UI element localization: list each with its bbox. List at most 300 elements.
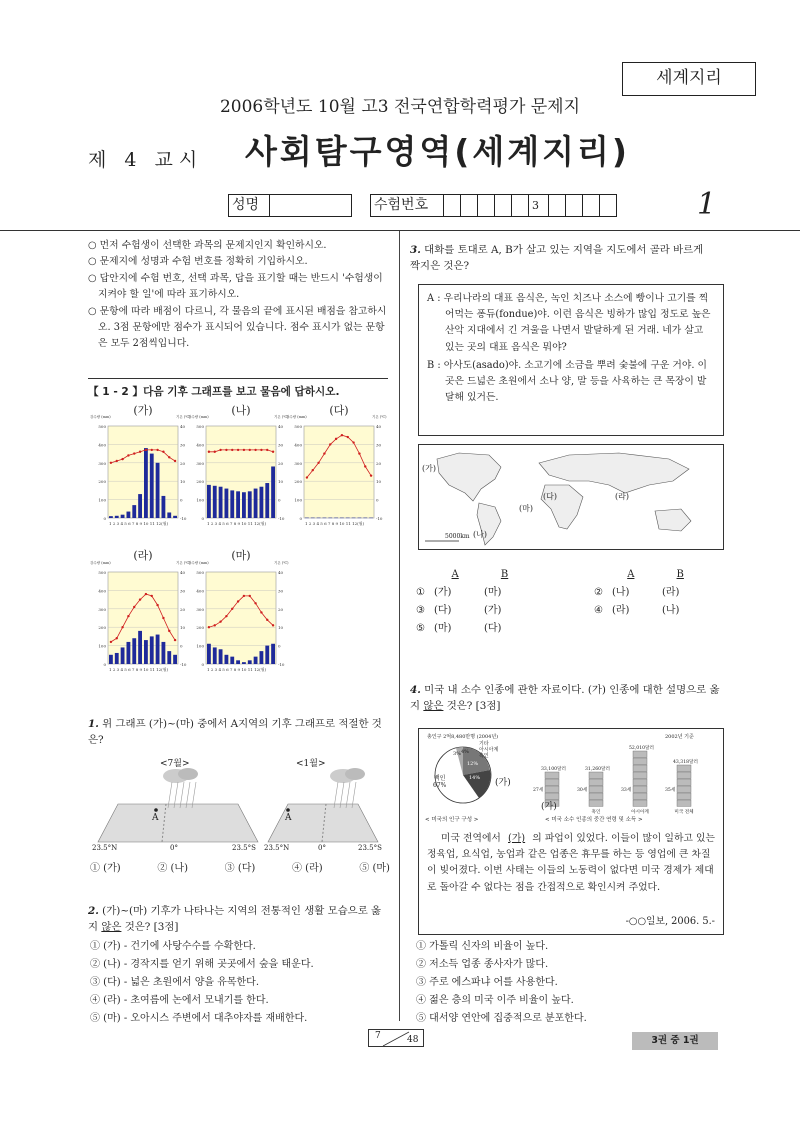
q2-option[interactable]: ③ (다) - 넓은 초원에서 양을 유목한다. [90,977,260,988]
precip-bar [369,518,373,519]
map-label: (마) [519,504,533,513]
point-a-marker [286,808,290,812]
point-a-label: A [285,813,292,823]
header-divider [0,230,800,231]
tick-label: 0 [299,516,302,521]
stack-block [545,786,559,792]
precip-bar [162,496,166,518]
climate-plot-area [304,426,374,518]
tick-label: 400 [294,442,302,448]
q3-option[interactable]: ② [594,587,603,598]
tick-label: -10 [376,516,383,521]
tick-label: 20 [376,460,382,466]
precip-bar [138,631,142,664]
name-exam-row [228,194,617,217]
q2-options [90,938,392,1028]
bar-group: 아시아계 [631,810,649,815]
tick-label: 100 [98,643,106,649]
col-b: B [676,569,684,580]
q3-stem: 대화를 토대로 A, B가 살고 있는 지역을 지도에서 골라 바르게 짝지은 것은? [410,244,704,272]
q2-underline: 않은 [101,921,122,933]
exam-no-cell[interactable] [566,194,583,217]
q2-option[interactable]: ⑤ (마) - 오아시스 주변에서 대추야자를 재배한다. [90,1013,308,1024]
precip-bar [236,491,240,518]
tick-label: 300 [294,460,302,466]
volume-badge: 3권 중 1권 [632,1032,718,1050]
axis-unit-left: 강수량 (mm) [188,561,209,565]
exam-no-label: 수험번호 [370,194,444,217]
q3-option-b: (라) [662,587,680,598]
fig-right-label: <1월> [296,759,326,769]
pie-legend-item: 기타 [479,741,489,747]
tick-label: 10 [376,479,382,485]
q4-option[interactable]: ① 가톨릭 신자의 비율이 높다. [416,941,549,952]
fig-left-label: <7월> [160,759,190,769]
instruction-item: ○ 문제지에 성명과 수험 번호를 정확히 기입하시오. [88,256,308,268]
stack-block [677,800,691,806]
precip-bar [265,646,269,664]
column-divider [399,231,400,1021]
tick-label: 200 [196,479,204,485]
q3-option-row [416,584,716,602]
subject-box: 세계지리 [622,62,756,96]
dialog-a: A : 우리나라의 대표 음식은, 녹인 치즈나 소스에 빵이나 고기를 찍어먹는 퐁듀(fondue)야. 이런 음식은 빙하가 많입 정도로 높은 산악 지대에서 긴 겨울을 나면서 발달하게 된 거래. 네가 살고 있는 곳의 대표 음식은 뭐야? [427,293,711,353]
stack-block [677,786,691,792]
tick-label: 20 [278,606,284,612]
pie-title: 총인구 2억8,480만명 (2004년) [427,734,499,740]
col-a: A [627,569,635,580]
q3-number: 3. [410,244,421,256]
article-source: -○○일보, 2006. 5.- [625,916,715,927]
q3-option-row [416,620,716,638]
bar-value: 43,318달러 [673,760,698,765]
tick-label: 40 [278,424,284,429]
cloud-icon [345,768,365,780]
tick-label: 30 [180,442,186,448]
precip-bar [236,660,240,664]
precip-bar [340,518,344,519]
exam-no-cell[interactable] [461,194,478,217]
pie-label: 12% [467,761,479,767]
tick-label: 10 [180,479,186,485]
tick-label: -10 [180,662,187,667]
q3-option[interactable]: ③ [416,605,425,616]
name-label: 성명 [228,194,270,217]
precip-bar [127,512,131,518]
precip-bar [156,463,160,518]
climate-label: (마) [231,549,251,562]
q3-dialog-box [418,284,724,436]
tick-label: 100 [196,643,204,649]
exam-no-cell[interactable] [512,194,529,217]
q1-option[interactable]: ② (나) [157,863,188,874]
dialog-b: B : 아사도(asado)야. 소고기에 소금을 뿌려 숯불에 구운 거야. 이곳은 드넓은 초원에서 소나 양, 말 등을 사육하는 큰 목장이 발달해 있거든. [427,359,708,404]
point-a-label: A [152,813,159,823]
tick-label: 10 [278,625,284,631]
tick-label: 30 [376,442,382,448]
tick-label: -10 [278,662,285,667]
q4-option[interactable]: ③ 주로 에스파냐 어를 사용한다. [416,977,558,988]
q4-underline: 않은 [423,700,444,712]
pie-legend-item: 흑인 [479,753,489,759]
q3-option-b: (다) [484,623,502,634]
month-axis: 1 2 3 4 5 6 7 8 9 10 11 12(월) [305,521,365,526]
instruction-item: ○ 먼저 수험생이 선택한 과목의 문제지인지 확인하시오. [88,240,327,251]
q4-option[interactable]: ② 저소득 업종 종사자가 많다. [416,959,549,970]
tick-label: 30 [278,442,284,448]
precip-bar [207,644,211,664]
stack-block [589,786,603,792]
precip-bar [260,651,264,664]
climate-label: (다) [329,404,349,417]
precip-bar [260,487,264,518]
q2-number: 2. [88,905,99,917]
bar-value: 33,100달러 [541,767,566,772]
precip-bar [115,653,119,664]
map-label: (가) [422,464,436,473]
precip-bar [173,655,177,664]
tick-label: 500 [294,424,302,429]
q4-text [410,682,720,714]
tick-label: -10 [180,516,187,521]
bar-age: 35세 [665,788,676,793]
stack-block [633,751,647,757]
tick-label: 300 [98,606,106,612]
precip-bar [248,491,252,518]
q3-option-b: (가) [484,605,502,616]
q3-option-a: (다) [434,605,452,616]
tick-label: 40 [180,424,186,429]
tick-label: 400 [196,588,204,594]
precip-bar [225,489,229,518]
precip-bar [271,466,275,518]
q2-option[interactable]: ④ (라) - 초여름에 논에서 모내기를 한다. [90,995,269,1006]
month-axis: 1 2 3 4 5 6 7 8 9 10 11 12(월) [207,521,267,526]
climate-plot-area [108,426,178,518]
tick-label: 400 [196,442,204,448]
axis-unit-right: 기온 (℃) [274,415,289,419]
tick-label: 30 [180,588,186,594]
tick-label: 400 [98,442,106,448]
article [427,831,717,896]
stack-block [677,772,691,778]
tick-label: 200 [294,479,302,485]
q3-option-header [416,566,716,584]
q2-stem: (가)~(마) 기후가 나타나는 지역의 전통적인 생활 모습으로 옳지 [88,905,382,933]
axis-unit-left: 강수량 (mm) [286,415,307,419]
stack-block [589,800,603,806]
precip-bar [144,640,148,664]
page-total: 48 [407,1035,419,1045]
precip-bar [167,651,171,664]
precip-bar [242,662,246,664]
q2-text [88,903,390,935]
caption-left: < 미국의 인구 구성 > [425,817,479,823]
stack-block [633,772,647,778]
precip-bar [271,644,275,664]
stack-block [633,793,647,799]
stack-block [589,779,603,785]
axis-unit-right: 기온 (℃) [176,561,191,565]
q4-data-box [418,728,724,935]
bar-ga-label: (가) [541,802,557,812]
pie-legend-item: 아시아계 [479,747,499,753]
q1-option[interactable]: ⑤ (마) [359,863,390,874]
precip-bar [138,494,142,518]
precip-bar [219,649,223,664]
tick-label: 0 [103,516,106,521]
climate-label: (가) [133,404,153,417]
bar-year: 2002년 기준 [665,734,694,740]
precip-bar [219,487,223,518]
month-axis: 1 2 3 4 5 6 7 8 9 10 11 12(월) [109,521,169,526]
tick-label: 500 [98,424,106,429]
tick-label: 100 [294,497,302,503]
tick-label: 0 [180,643,183,649]
q1-option[interactable]: ③ (다) [224,863,256,874]
stack-block [677,765,691,771]
lat-label: 23.5°S [232,844,256,852]
tick-label: -10 [278,516,285,521]
north-america [437,453,501,501]
precip-bar [144,448,148,518]
q4-option[interactable]: ⑤ 대서양 연안에 집중적으로 분포한다. [416,1013,587,1024]
stack-block [633,758,647,764]
precip-bar [311,518,315,519]
q2-stem-end: 것은? [3점] [121,921,179,933]
q3-option-b: (나) [662,605,680,616]
map-label: (나) [473,530,487,539]
q3-option-row [416,602,716,620]
precip-bar [213,486,217,518]
axis-unit-left: 강수량 (mm) [90,561,111,565]
tick-label: 10 [278,479,284,485]
pie-legend [479,741,498,759]
fig-left [98,768,258,842]
precip-bar [242,492,246,518]
precip-bar [254,489,258,518]
axis-unit-left: 강수량 (mm) [188,415,209,419]
precip-bar [323,518,327,519]
q3-options [416,566,716,638]
tick-label: 0 [201,662,204,667]
bar-age: 30세 [577,788,588,793]
page-current: 7 [375,1031,381,1041]
q4-stem: 미국 내 소수 인종에 관한 자료이다. (가) 인종에 대한 설명으로 옳지 [410,684,720,712]
q3-option-a: (마) [434,623,452,634]
precip-bar [173,516,177,518]
exam-title: 2006학년도 10월 고3 전국연합학력평가 문제지 [219,97,581,117]
precip-bar [328,518,332,519]
period-label: 제 4 교시 [88,149,204,171]
tick-label: 500 [196,424,204,429]
q3-text [410,242,716,274]
cloud-icon [178,768,198,780]
instruction-item: ○ 문항에 따라 배점이 다르니, 각 물음의 끝에 표시된 배점을 참고하시오. 3점 문항에만 점수가 표시되어 있습니다. 점수 표시가 없는 문항은 모두 2점씩입니다. [88,305,387,350]
pie-white-label: 백인 67% [433,775,447,789]
precip-bar [109,655,113,664]
q4-number: 4. [410,684,421,696]
tick-label: 0 [180,497,183,503]
q1-options [90,860,390,878]
tick-label: 0 [201,516,204,521]
tick-label: 200 [98,479,106,485]
map-scale: 5000km [445,533,470,540]
exam-no-cell[interactable] [478,194,495,217]
instructions [88,238,390,353]
precip-bar [334,518,338,519]
q3-option-a: (나) [612,587,630,598]
lat-label: 0° [318,844,326,852]
fig-right [268,768,378,842]
precip-bar [156,635,160,664]
australia [655,509,691,531]
map-label: (다) [543,492,557,501]
q3-option-b: (마) [484,587,502,598]
precip-bar [352,518,356,519]
stack-block [633,786,647,792]
exam-no-cell[interactable] [495,194,512,217]
precip-bar [132,505,136,518]
precip-bar [254,657,258,664]
precip-bar [162,642,166,664]
bar-group: 흑인 [591,810,601,815]
tick-label: 20 [278,460,284,466]
precip-bar [132,638,136,664]
exam-no-digit: 3 [529,194,549,217]
tick-label: 0 [103,662,106,667]
tick-label: 0 [278,643,281,649]
climate-graphs [88,412,388,688]
climate-label: (라) [133,549,153,562]
tick-label: 0 [278,497,281,503]
tick-label: 100 [98,497,106,503]
tick-label: 10 [180,625,186,631]
q4-stem-end: 것은? [3점] [443,700,501,712]
precip-bar [225,655,229,664]
climate-label: (나) [231,404,251,417]
q4-option[interactable]: ④ 젊은 층의 미국 이주 비율이 높다. [416,995,574,1006]
exam-no-cell[interactable] [600,194,617,217]
name-field[interactable] [270,194,352,217]
stack-block [633,765,647,771]
tick-label: 500 [196,570,204,575]
axis-unit-left: 강수량 (mm) [90,415,111,419]
q1-stem: 위 그래프 (가)~(마) 중에서 A지역의 기후 그래프로 적절한 것은? [88,718,382,746]
q1-text [88,716,390,748]
tick-label: 40 [278,570,284,575]
precip-bar [167,512,171,518]
month-axis: 1 2 3 4 5 6 7 8 9 10 11 12(월) [207,667,267,672]
precip-bar [115,516,119,518]
bar-value: 52,010달러 [629,746,654,751]
tick-label: 300 [196,606,204,612]
q1-option[interactable]: ④ (라) [291,863,323,874]
precip-bar [150,636,154,664]
instruction-item: ○ 답안지에 수험 번호, 선택 과목, 답을 표기할 때는 반드시 '수험생이 지켜야 할 일'에 따라 표기하시오. [88,272,383,301]
page-counter [368,1029,424,1047]
tick-label: 20 [180,606,186,612]
tick-label: 300 [98,460,106,466]
precip-bar [109,516,113,518]
exam-no-cell[interactable] [444,194,461,217]
lat-label: 23.5°S [358,844,382,852]
col-b: B [500,569,509,580]
point-a-marker [154,808,158,812]
area-title: 사회탐구영역(세계지리) [245,132,630,171]
pie-label: 3% [453,751,461,757]
tick-label: 40 [180,570,186,575]
tick-label: 30 [278,588,284,594]
lat-label: 23.5°N [264,844,290,852]
q2-option[interactable]: ② (나) - 경작지를 얻기 위해 곳곳에서 숲을 태운다. [90,959,314,970]
q3-option[interactable]: ④ [594,605,603,616]
stack-block [633,800,647,806]
q1-option[interactable]: ① (가) [90,863,121,874]
pie-label: 4% [461,749,469,755]
precip-bar [363,518,367,519]
q1-number: 1. [88,718,99,730]
bar-age: 33세 [621,788,632,793]
tick-label: 200 [196,625,204,631]
climate-plot-area [108,572,178,664]
rain-belt-figure [88,764,388,854]
precip-bar [230,657,234,664]
precip-bar [248,660,252,664]
q3-option[interactable]: ① [416,587,425,598]
bar-value: 31,260달러 [585,767,610,772]
exam-no-cell[interactable] [549,194,566,217]
precip-bar [127,642,131,664]
precip-bar [317,518,321,519]
q3-option-a: (라) [612,605,630,616]
article-blank: (가) [508,833,526,844]
tick-label: 300 [196,460,204,466]
q4-options [416,938,722,1028]
axis-unit-right: 기온 (℃) [372,415,387,419]
precip-bar [121,515,125,518]
precip-bar [207,485,211,518]
stack-block [589,793,603,799]
tick-label: 100 [196,497,204,503]
axis-unit-right: 기온 (℃) [176,415,191,419]
tick-label: 200 [98,625,106,631]
tick-label: 0 [376,497,379,503]
ground-plane [98,804,258,842]
precip-bar [150,454,154,518]
stack-block [545,772,559,778]
q3-option[interactable]: ⑤ [416,623,425,634]
page-number: 1 [697,187,717,222]
bar-age: 27세 [533,788,544,793]
bar-group: 미국 전체 [674,810,694,815]
precip-bar [358,518,362,519]
exam-no-cell[interactable] [583,194,600,217]
precip-bar [230,490,234,518]
month-axis: 1 2 3 4 5 6 7 8 9 10 11 12(월) [109,667,169,672]
tick-label: 20 [180,460,186,466]
pie-ga-label: (가) [495,778,511,788]
q2-option[interactable]: ① (가) - 건기에 사탕수수를 수확한다. [90,941,256,952]
stack-block [633,779,647,785]
precip-bar [346,518,350,519]
stack-block [589,772,603,778]
axis-unit-right: 기온 (℃) [274,561,289,565]
stack-block [545,779,559,785]
lat-label: 23.5°N [92,844,118,852]
caption-right: < 미국 소수 인종의 중간 연령 및 소득 > [545,817,643,823]
tick-label: 400 [98,588,106,594]
